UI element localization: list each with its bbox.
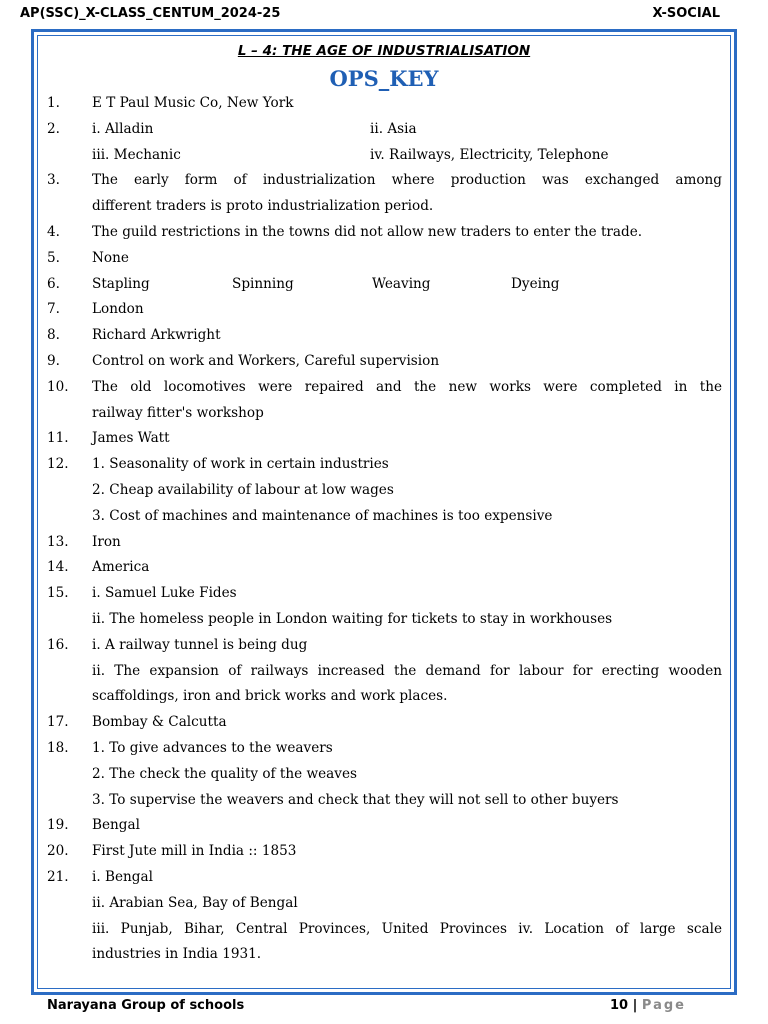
footer-school: Narayana Group of schools <box>47 998 245 1013</box>
question-number: 15. <box>47 585 69 602</box>
question-number: 12. <box>47 456 69 473</box>
answer-word: Weaving <box>372 275 431 292</box>
answer-row <box>0 917 768 943</box>
answer-row <box>0 91 768 117</box>
answer-row <box>0 272 768 298</box>
answer-row <box>0 168 768 194</box>
question-number: 18. <box>47 739 69 756</box>
answer-row <box>0 942 768 968</box>
answer-option: ii. Asia <box>370 120 417 137</box>
answer-text: Control on work and Workers, Careful supervision <box>92 352 440 369</box>
answer-row <box>0 891 768 917</box>
answer-text: The old locomotives were repaired and the new works were completed in the <box>92 378 722 395</box>
answer-option: iv. Railways, Electricity, Telephone <box>370 146 609 163</box>
answer-row <box>0 633 768 659</box>
answer-text: Richard Arkwright <box>92 327 221 344</box>
question-number: 21. <box>47 868 69 885</box>
question-number: 14. <box>47 559 69 576</box>
question-number: 4. <box>47 223 60 240</box>
page-header <box>20 6 720 21</box>
answer-row <box>0 710 768 736</box>
question-number: 10. <box>47 378 69 395</box>
question-number: 11. <box>47 430 69 447</box>
answer-text: different traders is proto industrialization period. <box>92 198 434 215</box>
header-right: X-SOCIAL <box>652 6 720 21</box>
answer-row <box>0 607 768 633</box>
answer-text: ii. The expansion of railways increased the demand for labour for erecting wooden <box>92 662 722 679</box>
answer-text: Iron <box>92 533 121 550</box>
answer-row <box>0 530 768 556</box>
answer-text: 3. Cost of machines and maintenance of machines is too expensive <box>92 507 553 524</box>
answer-row <box>0 788 768 814</box>
answer-text: London <box>92 301 144 318</box>
answer-list <box>0 91 768 968</box>
answer-option: i. Alladin <box>92 120 154 137</box>
page-number: 10 <box>610 998 629 1013</box>
answer-text: railway fitter's workshop <box>92 404 264 421</box>
footer-page <box>610 998 686 1013</box>
question-number: 20. <box>47 843 69 860</box>
answer-row <box>0 555 768 581</box>
answer-row <box>0 478 768 504</box>
question-number: 5. <box>47 249 60 266</box>
answer-text: Bengal <box>92 817 140 834</box>
answer-row <box>0 865 768 891</box>
answer-row <box>0 220 768 246</box>
answer-row <box>0 762 768 788</box>
question-number: 7. <box>47 301 60 318</box>
header-left: AP(SSC)_X-CLASS_CENTUM_2024-25 <box>20 6 281 21</box>
answer-text: 2. The check the quality of the weaves <box>92 765 357 782</box>
question-number: 13. <box>47 533 69 550</box>
answer-row <box>0 504 768 530</box>
answer-row <box>0 839 768 865</box>
answer-text: 2. Cheap availability of labour at low wages <box>92 481 394 498</box>
question-number: 8. <box>47 327 60 344</box>
answer-row <box>0 323 768 349</box>
answer-text: industries in India 1931. <box>92 946 262 963</box>
key-title: OPS_KEY <box>329 66 439 91</box>
answer-row <box>0 581 768 607</box>
answer-text: 3. To supervise the weavers and check that they will not sell to other buyers <box>92 791 619 808</box>
answer-text: i. Bengal <box>92 868 153 885</box>
page-label: Page <box>641 998 686 1013</box>
answer-text: The early form of industrialization where production was exchanged among <box>92 172 722 189</box>
answer-text: scaffoldings, iron and brick works and work places. <box>92 688 448 705</box>
answer-row <box>0 246 768 272</box>
question-number: 2. <box>47 120 60 137</box>
answer-text: First Jute mill in India :: 1853 <box>92 843 297 860</box>
answer-text: Bombay & Calcutta <box>92 714 227 731</box>
answer-option: iii. Mechanic <box>92 146 181 163</box>
answer-word: Spinning <box>232 275 294 292</box>
answer-text: 1. To give advances to the weavers <box>92 739 333 756</box>
answer-row <box>0 194 768 220</box>
answer-text: None <box>92 249 129 266</box>
answer-row <box>0 297 768 323</box>
answer-word: Stapling <box>92 275 150 292</box>
answer-text: iii. Punjab, Bihar, Central Provinces, United Provinces iv. Location of large scale <box>92 920 722 937</box>
answer-row <box>0 452 768 478</box>
question-number: 3. <box>47 172 60 189</box>
chapter-title: L – 4: THE AGE OF INDUSTRIALISATION <box>237 43 531 59</box>
answer-text: ii. Arabian Sea, Bay of Bengal <box>92 894 298 911</box>
question-number: 19. <box>47 817 69 834</box>
question-number: 16. <box>47 636 69 653</box>
question-number: 6. <box>47 275 60 292</box>
question-number: 17. <box>47 714 69 731</box>
answer-text: 1. Seasonality of work in certain industries <box>92 456 389 473</box>
answer-row <box>0 736 768 762</box>
answer-text: ii. The homeless people in London waiting for tickets to stay in workhouses <box>92 610 613 627</box>
answer-text: James Watt <box>92 430 170 447</box>
answer-text: i. Samuel Luke Fides <box>92 585 237 602</box>
page-separator: | <box>632 998 638 1013</box>
answer-row <box>0 426 768 452</box>
answer-text: i. A railway tunnel is being dug <box>92 636 308 653</box>
answer-row <box>0 349 768 375</box>
answer-row <box>0 684 768 710</box>
answer-text: The guild restrictions in the towns did not allow new traders to enter the trade. <box>92 223 643 240</box>
answer-row <box>0 659 768 685</box>
question-number: 9. <box>47 352 60 369</box>
answer-text: E T Paul Music Co, New York <box>92 95 294 111</box>
answer-row <box>0 375 768 401</box>
answer-text: America <box>92 559 150 576</box>
answer-word: Dyeing <box>511 275 560 292</box>
answer-row <box>0 813 768 839</box>
answer-row <box>0 401 768 427</box>
answer-row <box>0 143 768 169</box>
answer-row <box>0 117 768 143</box>
question-number: 1. <box>47 95 60 111</box>
